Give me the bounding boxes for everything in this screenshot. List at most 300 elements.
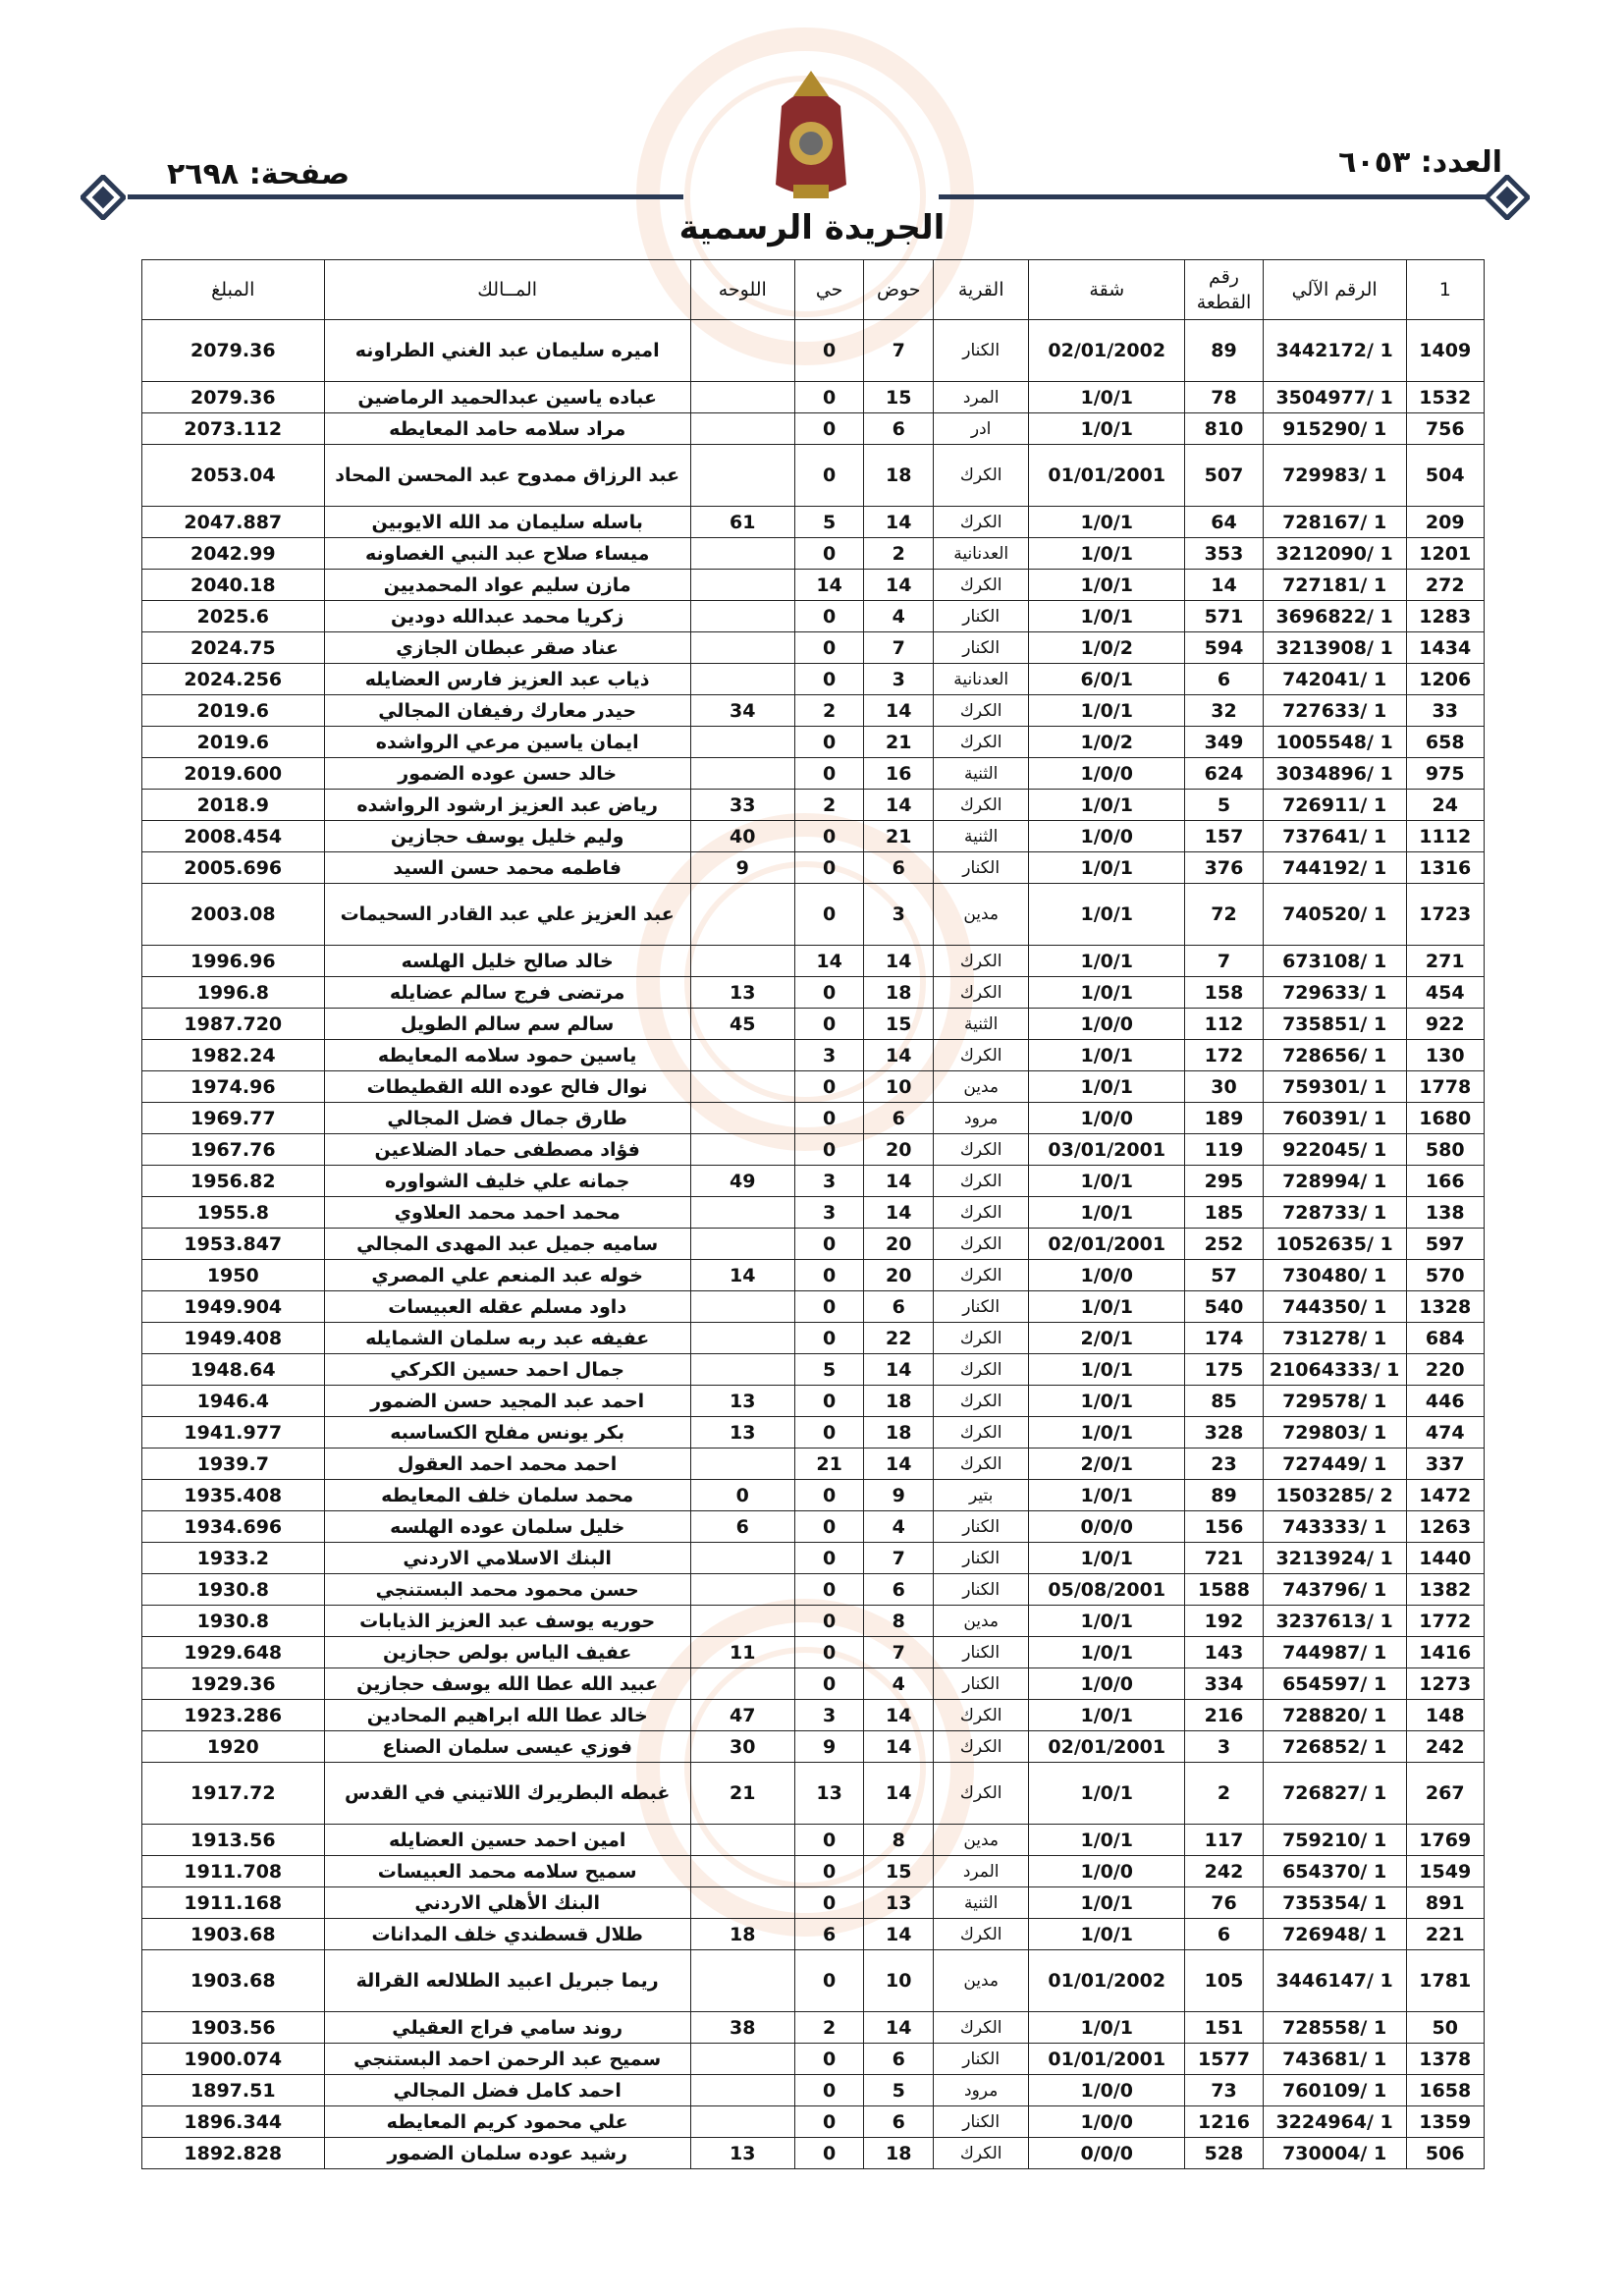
col-amount-cell: 2073.112 [142, 413, 325, 445]
col-plate-cell: 47 [690, 1700, 794, 1731]
col-auto-number-cell: 3237613/ 1 [1263, 1606, 1406, 1637]
col-plate-cell: 13 [690, 977, 794, 1009]
col-seq-cell: 50 [1406, 2012, 1485, 2044]
col-parcel-number-cell: 185 [1185, 1197, 1264, 1229]
col-apartment-cell: 1/0/1 [1029, 1166, 1185, 1197]
col-amount-cell: 1930.8 [142, 1574, 325, 1606]
col-apartment-cell: 1/0/0 [1029, 1668, 1185, 1700]
col-amount-cell: 2008.454 [142, 821, 325, 852]
col-plate-cell [690, 758, 794, 790]
col-owner-cell: مازن سليم عواد المحمديين [324, 570, 690, 601]
col-basin-cell: 7 [864, 320, 934, 382]
col-village-cell: العدنانية [934, 538, 1029, 570]
col-village-cell: الكرك [934, 1197, 1029, 1229]
col-seq-cell: 1378 [1406, 2044, 1485, 2075]
col-parcel-number-cell: 64 [1185, 507, 1264, 538]
col-apartment-header: شقة [1029, 260, 1185, 320]
col-plate-cell [690, 1825, 794, 1856]
col-amount-cell: 2018.9 [142, 790, 325, 821]
table-row [142, 1637, 1485, 1668]
table-row [142, 1919, 1485, 1950]
col-seq-cell: 1440 [1406, 1543, 1485, 1574]
col-amount-cell: 1941.977 [142, 1417, 325, 1449]
col-seq-cell: 1549 [1406, 1856, 1485, 1887]
col-parcel-number-cell: 5 [1185, 790, 1264, 821]
col-apartment-cell: 1/0/1 [1029, 1071, 1185, 1103]
col-village-cell: الكنار [934, 1543, 1029, 1574]
col-quarter-cell: 0 [794, 632, 864, 664]
col-auto-number-cell: 726911/ 1 [1263, 790, 1406, 821]
col-village-cell: الكرك [934, 1449, 1029, 1480]
col-parcel-number-cell: 105 [1185, 1950, 1264, 2012]
table-body [142, 320, 1485, 2169]
col-basin-cell: 14 [864, 946, 934, 977]
col-village-cell: الكنار [934, 2106, 1029, 2138]
col-parcel-number-cell: 571 [1185, 601, 1264, 632]
col-village-cell: الكرك [934, 570, 1029, 601]
col-seq-cell: 272 [1406, 570, 1485, 601]
col-seq-cell: 891 [1406, 1887, 1485, 1919]
table-row [142, 445, 1485, 507]
col-apartment-cell: 1/0/1 [1029, 1417, 1185, 1449]
col-apartment-cell: 1/0/1 [1029, 538, 1185, 570]
table-row [142, 852, 1485, 884]
col-amount-cell: 2024.256 [142, 664, 325, 695]
col-village-cell: الثنية [934, 1887, 1029, 1919]
col-plate-cell: 13 [690, 1417, 794, 1449]
table-row [142, 1323, 1485, 1354]
col-basin-cell: 18 [864, 1386, 934, 1417]
col-owner-cell: فاطمه محمد حسن السيد [324, 852, 690, 884]
col-parcel-number-cell: 242 [1185, 1856, 1264, 1887]
col-village-cell: بتير [934, 1480, 1029, 1511]
col-amount-header: المبلغ [142, 260, 325, 320]
col-parcel-number-cell: 14 [1185, 570, 1264, 601]
col-amount-cell: 1946.4 [142, 1386, 325, 1417]
col-apartment-cell: 6/0/1 [1029, 664, 1185, 695]
col-seq-cell: 1416 [1406, 1637, 1485, 1668]
col-amount-cell: 2079.36 [142, 320, 325, 382]
col-owner-cell: عبد العزيز علي عبد القادر السحيمات [324, 884, 690, 946]
col-seq-cell: 166 [1406, 1166, 1485, 1197]
col-plate-cell: 38 [690, 2012, 794, 2044]
col-parcel-number-cell: 30 [1185, 1071, 1264, 1103]
col-auto-number-cell: 3696822/ 1 [1263, 601, 1406, 632]
col-quarter-cell: 5 [794, 507, 864, 538]
col-quarter-cell: 0 [794, 1606, 864, 1637]
col-owner-cell: عفيفه عبد ربه سلمان الشمايله [324, 1323, 690, 1354]
col-auto-number-cell: 759210/ 1 [1263, 1825, 1406, 1856]
col-amount-cell: 2005.696 [142, 852, 325, 884]
table-row [142, 758, 1485, 790]
col-basin-cell: 20 [864, 1260, 934, 1291]
col-auto-number-cell: 735354/ 1 [1263, 1887, 1406, 1919]
col-owner-cell: وليم خليل يوسف حجازين [324, 821, 690, 852]
col-basin-cell: 14 [864, 1166, 934, 1197]
col-apartment-cell: 0/0/0 [1029, 2138, 1185, 2169]
col-plate-cell: 34 [690, 695, 794, 727]
col-plate-cell [690, 2075, 794, 2106]
col-basin-cell: 4 [864, 1511, 934, 1543]
col-village-cell: الكرك [934, 1763, 1029, 1825]
col-plate-cell: 13 [690, 1386, 794, 1417]
col-parcel-number-cell: 295 [1185, 1166, 1264, 1197]
col-plate-cell [690, 1197, 794, 1229]
col-basin-cell: 14 [864, 1449, 934, 1480]
col-owner-cell: عباده ياسين عبدالحميد الرماضين [324, 382, 690, 413]
col-apartment-cell: 1/0/1 [1029, 413, 1185, 445]
col-village-cell: الكرك [934, 1700, 1029, 1731]
col-village-cell: الثنية [934, 758, 1029, 790]
col-quarter-cell: 0 [794, 884, 864, 946]
col-basin-cell: 20 [864, 1134, 934, 1166]
col-amount-cell: 2003.08 [142, 884, 325, 946]
col-quarter-cell: 3 [794, 1166, 864, 1197]
col-apartment-cell: 1/0/1 [1029, 1700, 1185, 1731]
col-seq-cell: 1772 [1406, 1606, 1485, 1637]
table-row [142, 1229, 1485, 1260]
col-plate-header: اللوحه [690, 260, 794, 320]
col-amount-cell: 1948.64 [142, 1354, 325, 1386]
col-auto-number-cell: 729803/ 1 [1263, 1417, 1406, 1449]
col-village-cell: ادر [934, 413, 1029, 445]
col-amount-cell: 1955.8 [142, 1197, 325, 1229]
col-amount-cell: 1897.51 [142, 2075, 325, 2106]
col-seq-cell: 1409 [1406, 320, 1485, 382]
col-apartment-cell: 1/0/1 [1029, 1637, 1185, 1668]
table-row [142, 382, 1485, 413]
col-apartment-cell: 1/0/1 [1029, 977, 1185, 1009]
col-auto-number-cell: 726852/ 1 [1263, 1731, 1406, 1763]
col-amount-cell: 1933.2 [142, 1543, 325, 1574]
col-basin-cell: 14 [864, 570, 934, 601]
col-quarter-cell: 3 [794, 1700, 864, 1731]
col-owner-cell: حسن محمود محمد البستنجي [324, 1574, 690, 1606]
col-seq-cell: 337 [1406, 1449, 1485, 1480]
col-seq-cell: 474 [1406, 1417, 1485, 1449]
col-village-cell: المرد [934, 382, 1029, 413]
table-row [142, 632, 1485, 664]
table-row [142, 790, 1485, 821]
col-basin-header: حوض [864, 260, 934, 320]
col-basin-cell: 7 [864, 1637, 934, 1668]
col-auto-number-cell: 3442172/ 1 [1263, 320, 1406, 382]
col-basin-cell: 10 [864, 1071, 934, 1103]
col-amount-cell: 1953.847 [142, 1229, 325, 1260]
col-owner-cell: ذياب عبد العزيز فارس العضايله [324, 664, 690, 695]
col-quarter-cell: 9 [794, 1731, 864, 1763]
col-auto-number-cell: 654597/ 1 [1263, 1668, 1406, 1700]
col-apartment-cell: 1/0/0 [1029, 2075, 1185, 2106]
col-parcel-number-cell: 143 [1185, 1637, 1264, 1668]
table-row [142, 664, 1485, 695]
col-auto-number-cell: 735851/ 1 [1263, 1009, 1406, 1040]
col-village-cell: الكنار [934, 632, 1029, 664]
col-quarter-cell: 14 [794, 570, 864, 601]
col-owner-cell: ياسين حمود سلامه المعايطه [324, 1040, 690, 1071]
col-owner-cell: رشيد عوده سلمان الضمور [324, 2138, 690, 2169]
col-parcel-number-cell: 594 [1185, 632, 1264, 664]
col-village-cell: الكنار [934, 1637, 1029, 1668]
col-apartment-cell: 02/01/2002 [1029, 320, 1185, 382]
col-apartment-cell: 1/0/1 [1029, 1386, 1185, 1417]
col-parcel-number-cell: 349 [1185, 727, 1264, 758]
col-apartment-cell: 1/0/1 [1029, 695, 1185, 727]
col-quarter-cell: 2 [794, 790, 864, 821]
col-owner-header: المــالك [324, 260, 690, 320]
col-parcel-number-cell: 810 [1185, 413, 1264, 445]
col-seq-cell: 242 [1406, 1731, 1485, 1763]
col-apartment-cell: 02/01/2001 [1029, 1229, 1185, 1260]
col-seq-cell: 454 [1406, 977, 1485, 1009]
col-parcel-number-cell: 32 [1185, 695, 1264, 727]
col-village-cell: الكرك [934, 2138, 1029, 2169]
col-basin-cell: 18 [864, 445, 934, 507]
col-plate-cell [690, 1134, 794, 1166]
col-amount-cell: 1913.56 [142, 1825, 325, 1856]
col-basin-cell: 13 [864, 1887, 934, 1919]
col-seq-cell: 684 [1406, 1323, 1485, 1354]
col-quarter-cell: 0 [794, 2106, 864, 2138]
table-row [142, 1480, 1485, 1511]
col-owner-cell: باسله سليمان مد الله الايوبين [324, 507, 690, 538]
col-apartment-cell: 1/0/1 [1029, 1606, 1185, 1637]
col-basin-cell: 14 [864, 1354, 934, 1386]
col-village-cell: الكرك [934, 1731, 1029, 1763]
col-basin-cell: 14 [864, 790, 934, 821]
col-apartment-cell: 05/08/2001 [1029, 1574, 1185, 1606]
col-apartment-cell: 1/0/1 [1029, 382, 1185, 413]
table-row [142, 1103, 1485, 1134]
col-village-header: القرية [934, 260, 1029, 320]
col-quarter-cell: 21 [794, 1449, 864, 1480]
table-row [142, 1166, 1485, 1197]
col-plate-cell [690, 1887, 794, 1919]
col-parcel-number-cell: 89 [1185, 1480, 1264, 1511]
table-row [142, 695, 1485, 727]
col-plate-cell: 40 [690, 821, 794, 852]
col-owner-cell: جمانه علي خليف الشواوره [324, 1166, 690, 1197]
col-seq-cell: 580 [1406, 1134, 1485, 1166]
col-basin-cell: 14 [864, 1197, 934, 1229]
col-village-cell: العدنانية [934, 664, 1029, 695]
col-seq-cell: 1263 [1406, 1511, 1485, 1543]
col-auto-number-cell: 1005548/ 1 [1263, 727, 1406, 758]
col-auto-number-cell: 742041/ 1 [1263, 664, 1406, 695]
col-owner-cell: خالد صالح خليل الهلسه [324, 946, 690, 977]
col-owner-cell: البنك الاسلامي الاردني [324, 1543, 690, 1574]
col-amount-cell: 1974.96 [142, 1071, 325, 1103]
col-auto-number-cell: 728994/ 1 [1263, 1166, 1406, 1197]
col-amount-cell: 1896.344 [142, 2106, 325, 2138]
col-amount-cell: 1929.648 [142, 1637, 325, 1668]
col-basin-cell: 14 [864, 695, 934, 727]
col-apartment-cell: 1/0/1 [1029, 601, 1185, 632]
col-basin-cell: 7 [864, 1543, 934, 1574]
col-basin-cell: 5 [864, 2075, 934, 2106]
col-owner-cell: مرتضى فرج سالم عضايله [324, 977, 690, 1009]
col-quarter-cell: 0 [794, 727, 864, 758]
col-owner-cell: سميح سلامه محمد العبيسات [324, 1856, 690, 1887]
table-row [142, 1763, 1485, 1825]
col-amount-cell: 1969.77 [142, 1103, 325, 1134]
col-basin-cell: 18 [864, 977, 934, 1009]
col-quarter-cell: 0 [794, 445, 864, 507]
col-apartment-cell: 1/0/1 [1029, 1480, 1185, 1511]
col-seq-cell: 446 [1406, 1386, 1485, 1417]
table-row [142, 727, 1485, 758]
col-owner-cell: اميره سليمان عبد الغني الطراونه [324, 320, 690, 382]
col-quarter-cell: 0 [794, 2075, 864, 2106]
header-rule-right [939, 194, 1489, 199]
col-auto-number-cell: 915290/ 1 [1263, 413, 1406, 445]
table-row [142, 1606, 1485, 1637]
col-apartment-cell: 1/0/0 [1029, 1103, 1185, 1134]
col-owner-cell: رياض عبد العزيز ارشود الرواشده [324, 790, 690, 821]
col-auto-number-cell: 740520/ 1 [1263, 884, 1406, 946]
table-row [142, 1009, 1485, 1040]
col-amount-cell: 1911.168 [142, 1887, 325, 1919]
col-quarter-cell: 0 [794, 1511, 864, 1543]
col-seq-cell: 1359 [1406, 2106, 1485, 2138]
col-seq-cell: 24 [1406, 790, 1485, 821]
col-owner-cell: محمد احمد محمد العلاوي [324, 1197, 690, 1229]
col-quarter-cell: 6 [794, 1919, 864, 1950]
col-apartment-cell: 1/0/1 [1029, 1291, 1185, 1323]
col-seq-cell: 756 [1406, 413, 1485, 445]
col-amount-cell: 1967.76 [142, 1134, 325, 1166]
col-parcel-number-cell: 76 [1185, 1887, 1264, 1919]
col-parcel-number-cell: 721 [1185, 1543, 1264, 1574]
col-auto-number-cell: 673108/ 1 [1263, 946, 1406, 977]
table-row [142, 2138, 1485, 2169]
col-quarter-cell: 0 [794, 1291, 864, 1323]
col-auto-number-cell: 743681/ 1 [1263, 2044, 1406, 2075]
col-parcel-number-cell: 6 [1185, 664, 1264, 695]
col-village-cell: الكرك [934, 1166, 1029, 1197]
table-row [142, 1291, 1485, 1323]
table-row [142, 1386, 1485, 1417]
col-village-cell: مدين [934, 1071, 1029, 1103]
property-table [141, 259, 1485, 2169]
col-village-cell: الكرك [934, 1260, 1029, 1291]
col-plate-cell [690, 570, 794, 601]
col-parcel-number-cell: 192 [1185, 1606, 1264, 1637]
col-parcel-number-cell: 156 [1185, 1511, 1264, 1543]
col-quarter-cell: 2 [794, 2012, 864, 2044]
table-row [142, 1449, 1485, 1480]
col-quarter-cell: 0 [794, 1260, 864, 1291]
col-plate-cell: 18 [690, 1919, 794, 1950]
col-basin-cell: 14 [864, 1763, 934, 1825]
col-quarter-cell: 0 [794, 1480, 864, 1511]
col-auto-number-cell: 729633/ 1 [1263, 977, 1406, 1009]
col-owner-cell: البنك الأهلي الاردني [324, 1887, 690, 1919]
col-plate-cell: 21 [690, 1763, 794, 1825]
col-quarter-cell: 0 [794, 538, 864, 570]
col-quarter-cell: 0 [794, 1887, 864, 1919]
col-village-cell: الكرك [934, 2012, 1029, 2044]
col-amount-cell: 2024.75 [142, 632, 325, 664]
col-seq-cell: 1769 [1406, 1825, 1485, 1856]
col-owner-cell: ساميه جميل عبد المهدى المجالي [324, 1229, 690, 1260]
col-plate-cell [690, 1229, 794, 1260]
col-owner-cell: فؤاد مصطفى حماد الضلاعين [324, 1134, 690, 1166]
col-apartment-cell: 1/0/1 [1029, 2012, 1185, 2044]
col-owner-cell: عبيد الله عطا الله يوسف حجازين [324, 1668, 690, 1700]
col-owner-cell: حوريه يوسف عبد العزيز الذيابات [324, 1606, 690, 1637]
col-auto-number-cell: 1503285/ 2 [1263, 1480, 1406, 1511]
col-seq-cell: 1201 [1406, 538, 1485, 570]
col-village-cell: الثنية [934, 1009, 1029, 1040]
col-seq-cell: 1112 [1406, 821, 1485, 852]
col-seq-cell: 138 [1406, 1197, 1485, 1229]
col-apartment-cell: 01/01/2002 [1029, 1950, 1185, 2012]
col-owner-cell: احمد محمد احمد العقول [324, 1449, 690, 1480]
table-row [142, 1071, 1485, 1103]
page-number: صفحة: ٢٦٩٨ [167, 157, 351, 191]
table-row [142, 1134, 1485, 1166]
col-village-cell: الكرك [934, 1229, 1029, 1260]
col-apartment-cell: 03/01/2001 [1029, 1134, 1185, 1166]
col-seq-cell: 209 [1406, 507, 1485, 538]
col-amount-cell: 1917.72 [142, 1763, 325, 1825]
col-village-cell: الكرك [934, 946, 1029, 977]
col-village-cell: الكنار [934, 320, 1029, 382]
table-row [142, 1856, 1485, 1887]
col-auto-number-cell: 727633/ 1 [1263, 695, 1406, 727]
royal-crest-icon [764, 67, 858, 214]
col-seq-cell: 1723 [1406, 884, 1485, 946]
col-plate-cell: 9 [690, 852, 794, 884]
col-auto-number-cell: 21064333/ 1 [1263, 1354, 1406, 1386]
col-auto-number-cell: 727449/ 1 [1263, 1449, 1406, 1480]
col-amount-cell: 1929.36 [142, 1668, 325, 1700]
col-basin-cell: 15 [864, 1009, 934, 1040]
table-row [142, 884, 1485, 946]
col-village-cell: مدين [934, 1606, 1029, 1637]
col-quarter-cell: 0 [794, 413, 864, 445]
col-seq-cell: 1316 [1406, 852, 1485, 884]
col-basin-cell: 14 [864, 507, 934, 538]
col-owner-cell: ميساء صلاح عبد النبي الغصاونه [324, 538, 690, 570]
col-parcel-number-cell: 85 [1185, 1386, 1264, 1417]
col-amount-cell: 1900.074 [142, 2044, 325, 2075]
col-auto-number-cell: 728733/ 1 [1263, 1197, 1406, 1229]
col-amount-cell: 1996.8 [142, 977, 325, 1009]
col-parcel-number-cell: 112 [1185, 1009, 1264, 1040]
col-village-cell: الكرك [934, 1040, 1029, 1071]
col-seq-cell: 922 [1406, 1009, 1485, 1040]
col-amount-cell: 1996.96 [142, 946, 325, 977]
col-amount-cell: 2042.99 [142, 538, 325, 570]
col-seq-cell: 271 [1406, 946, 1485, 977]
col-auto-number-cell: 730004/ 1 [1263, 2138, 1406, 2169]
col-quarter-cell: 0 [794, 1009, 864, 1040]
col-amount-cell: 1935.408 [142, 1480, 325, 1511]
col-basin-cell: 20 [864, 1229, 934, 1260]
col-seq-cell: 130 [1406, 1040, 1485, 1071]
col-owner-cell: روند سامي فراج العقيلي [324, 2012, 690, 2044]
col-basin-cell: 3 [864, 884, 934, 946]
col-auto-number-cell: 727181/ 1 [1263, 570, 1406, 601]
col-apartment-cell: 1/0/0 [1029, 2106, 1185, 2138]
col-owner-cell: سميح عبد الرحمن احمد البستنجي [324, 2044, 690, 2075]
col-basin-cell: 8 [864, 1606, 934, 1637]
col-plate-cell [690, 320, 794, 382]
col-basin-cell: 18 [864, 1417, 934, 1449]
gazette-title: الجريدة الرسمية [678, 208, 946, 247]
